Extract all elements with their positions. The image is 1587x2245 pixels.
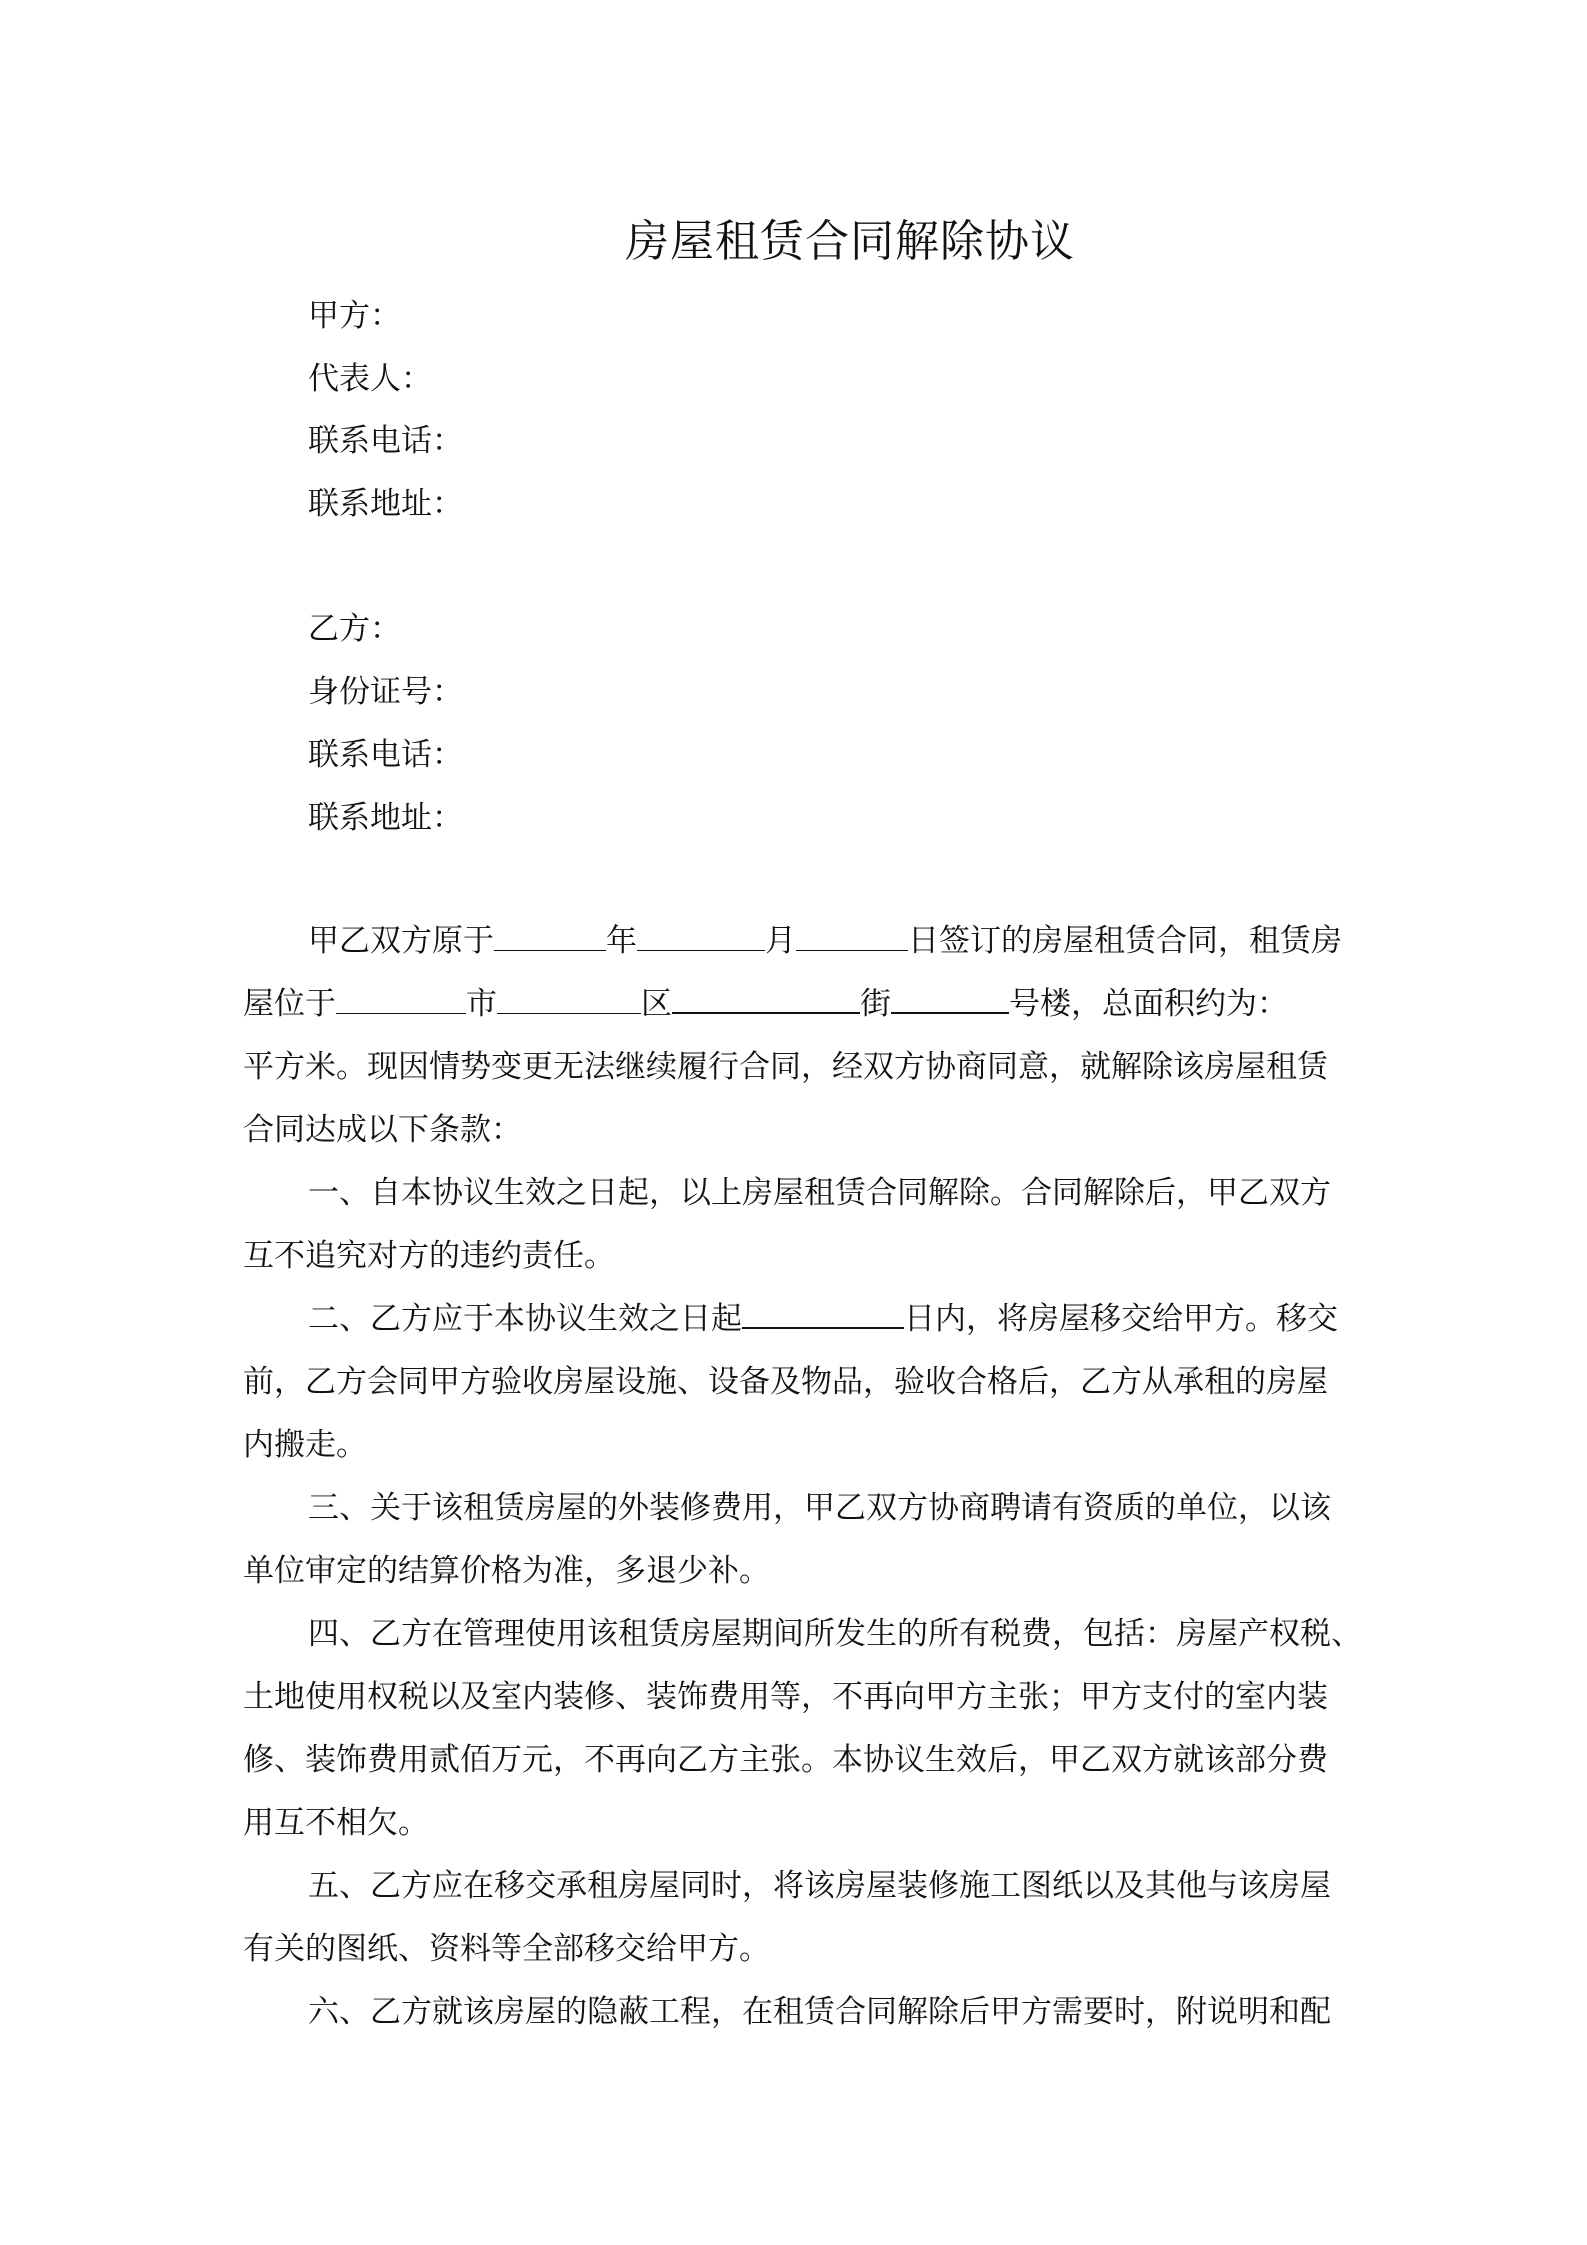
street-blank bbox=[672, 979, 860, 1014]
clause-4-line-1: 四、乙方在管理使用该租赁房屋期间所发生的所有税费，包括：房屋产权税、 bbox=[308, 1616, 1362, 1652]
clause-2-line-2: 前，乙方会同甲方验收房屋设施、设备及物品，验收合格后，乙方从承租的房屋 bbox=[243, 1364, 1328, 1400]
party-a-address-label: 联系地址： bbox=[308, 486, 463, 522]
clause-1-line-2: 互不追究对方的违约责任。 bbox=[243, 1238, 615, 1274]
month-label: 月 bbox=[765, 923, 796, 959]
clause-2-line-1 bbox=[308, 1293, 1338, 1338]
city-blank bbox=[336, 980, 466, 1014]
district-blank bbox=[497, 980, 641, 1014]
party-a-phone-label: 联系电话： bbox=[308, 423, 463, 459]
clause-2-line-3: 内搬走。 bbox=[243, 1427, 367, 1463]
days-blank bbox=[742, 1294, 904, 1329]
clause-2-text-b: 日内，将房屋移交给甲方。移交 bbox=[904, 1301, 1338, 1337]
location-text: 屋位于 bbox=[243, 986, 336, 1022]
clause-4-line-2: 土地使用权税以及室内装修、装饰费用等，不再向甲方主张；甲方支付的室内装 bbox=[243, 1679, 1328, 1715]
day-label: 日签订的房屋租赁合同，租赁房 bbox=[908, 923, 1342, 959]
year-blank bbox=[494, 917, 606, 951]
party-b-label: 乙方： bbox=[308, 611, 401, 647]
intro-line-2 bbox=[243, 978, 1288, 1023]
intro-line-1 bbox=[308, 915, 1342, 960]
clause-4-line-4: 用互不相欠。 bbox=[243, 1805, 429, 1841]
district-label: 区 bbox=[641, 986, 672, 1022]
city-label: 市 bbox=[466, 986, 497, 1022]
document-title: 房屋租赁合同解除协议 bbox=[625, 216, 1075, 267]
day-blank bbox=[796, 917, 908, 951]
clause-1-line-1: 一、自本协议生效之日起，以上房屋租赁合同解除。合同解除后，甲乙双方 bbox=[308, 1175, 1331, 1211]
clause-6-line-1: 六、乙方就该房屋的隐蔽工程，在租赁合同解除后甲方需要时，附说明和配 bbox=[308, 1994, 1331, 2030]
building-label: 号楼，总面积约为： bbox=[1009, 986, 1288, 1022]
month-blank bbox=[637, 917, 765, 951]
party-b-address-label: 联系地址： bbox=[308, 800, 463, 836]
clause-4-line-3: 修、装饰费用贰佰万元，不再向乙方主张。本协议生效后，甲乙双方就该部分费 bbox=[243, 1742, 1328, 1778]
year-label: 年 bbox=[606, 923, 637, 959]
clause-2-text: 二、乙方应于本协议生效之日起 bbox=[308, 1301, 742, 1337]
clause-5-line-2: 有关的图纸、资料等全部移交给甲方。 bbox=[243, 1931, 770, 1967]
intro-text: 甲乙双方原于 bbox=[308, 923, 494, 959]
street-label: 街 bbox=[860, 986, 891, 1022]
clause-3-line-1: 三、关于该租赁房屋的外装修费用，甲乙双方协商聘请有资质的单位，以该 bbox=[308, 1490, 1331, 1526]
building-blank bbox=[891, 979, 1009, 1014]
clause-3-line-2: 单位审定的结算价格为准，多退少补。 bbox=[243, 1553, 770, 1589]
intro-line-3: 平方米。现因情势变更无法继续履行合同，经双方协商同意，就解除该房屋租赁 bbox=[243, 1049, 1328, 1085]
clause-5-line-1: 五、乙方应在移交承租房屋同时，将该房屋装修施工图纸以及其他与该房屋 bbox=[308, 1868, 1331, 1904]
intro-line-4: 合同达成以下条款： bbox=[243, 1112, 522, 1148]
party-b-id-label: 身份证号： bbox=[308, 674, 463, 710]
party-a-label: 甲方： bbox=[308, 298, 401, 334]
party-a-representative-label: 代表人： bbox=[308, 361, 432, 397]
party-b-phone-label: 联系电话： bbox=[308, 737, 463, 773]
